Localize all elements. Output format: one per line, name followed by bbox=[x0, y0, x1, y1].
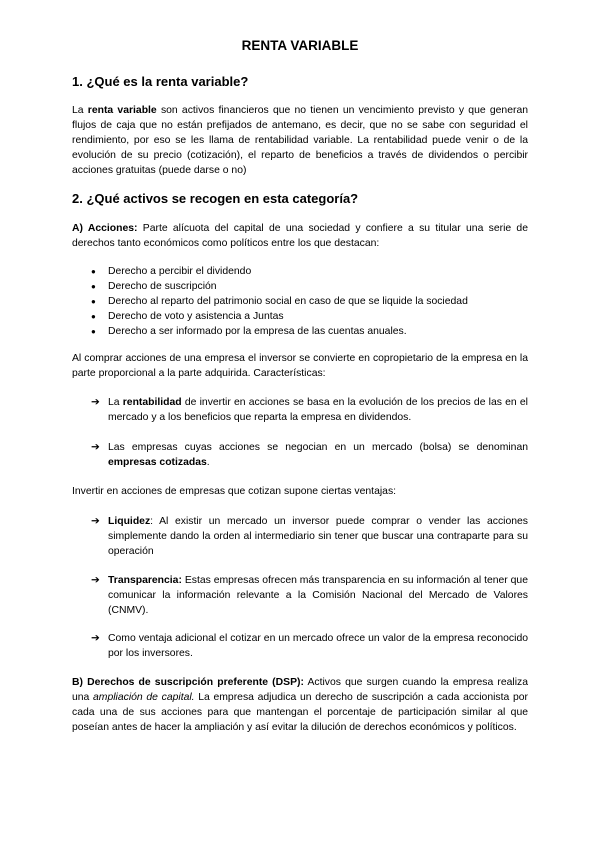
bullet-icon: ● bbox=[91, 282, 96, 291]
list-item: ● Derecho al reparto del patrimonio social en caso de que se liquide la sociedad bbox=[91, 296, 468, 307]
ventaja-liquidez: ➔ Liquidez: Al existir un mercado un inversor puede comprar o vender las acciones simplemente dando la orden al intermediario sin tener que buscar una contraparte para su operación bbox=[91, 516, 528, 557]
arrow-icon: ➔ bbox=[91, 633, 100, 644]
bullet-icon: ● bbox=[91, 297, 96, 306]
arrow-icon: ➔ bbox=[91, 397, 100, 408]
list-item: ● Derecho de suscripción bbox=[91, 281, 217, 292]
section-1-paragraph: La renta variable son activos financieros que no tienen un vencimiento previsto y que generan flujos de caja que no están prefijados de antemano, es decir, que no se sabe con seguridad el rendimiento, por eso se les llama de rentabilidad variable. La rentabilidad puede venir o de la evolución de su precio (cotización), el reparto de beneficios a través de dividendos o percibir acciones gratuitas (puede darse o no) bbox=[72, 105, 528, 176]
ventajas-intro: Invertir en acciones de empresas que cotizan supone ciertas ventajas: bbox=[72, 486, 397, 497]
list-item: ● Derecho a percibir el dividendo bbox=[91, 266, 252, 277]
dsp-paragraph: B) Derechos de suscripción preferente (DSP): Activos que surgen cuando la empresa realiza una ampliación de capital. La empresa adjudica un derecho de suscripción a cada accionista por cada una de sus acciones para que mantengan el porcentaje de participación similar al que poseían antes de hacer la ampliación y así evitar la dilución de derechos económicos y políticos. bbox=[72, 677, 528, 733]
document-title: RENTA VARIABLE bbox=[241, 38, 359, 53]
list-item: ● Derecho de voto y asistencia a Juntas bbox=[91, 311, 284, 322]
term-renta-variable: renta variable bbox=[87, 105, 157, 116]
rights-list bbox=[91, 264, 528, 339]
dsp-label: B) Derechos de suscripción preferente (DSP): bbox=[72, 677, 304, 688]
acciones-paragraph: A) Acciones: Parte alícuota del capital de una sociedad y confiere a su titular una serie de derechos tanto económicos como políticos entre los que destacan: bbox=[72, 223, 528, 249]
section-1-heading: 1. ¿Qué es la renta variable? bbox=[72, 74, 249, 89]
list-item: ● Derecho a ser informado por la empresa de las cuentas anuales. bbox=[91, 326, 407, 337]
arrow-icon: ➔ bbox=[91, 442, 100, 453]
ventaja-valor: ➔ Como ventaja adicional el cotizar en un mercado ofrece un valor de la empresa reconocido por los inversores. bbox=[91, 633, 528, 659]
bullet-icon: ● bbox=[91, 312, 96, 321]
acciones-label: A) Acciones: bbox=[72, 223, 138, 234]
characteristic-cotizadas: ➔ Las empresas cuyas acciones se negocian en un mercado (bolsa) se denominan empresas cotizadas. bbox=[91, 442, 528, 468]
bullet-icon: ● bbox=[91, 267, 96, 276]
arrow-icon: ➔ bbox=[91, 516, 100, 527]
arrow-icon: ➔ bbox=[91, 575, 100, 586]
copropietario-paragraph: Al comprar acciones de una empresa el inversor se convierte en copropietario de la empresa en la parte proporcional a la parte adquirida. Características: bbox=[72, 353, 528, 379]
bullet-icon: ● bbox=[91, 327, 96, 336]
ventaja-transparencia: ➔ Transparencia: Estas empresas ofrecen más transparencia en su información al tener que comunicar la información relevante a la Comisión Nacional del Mercado de Valores (CNMV). bbox=[91, 575, 528, 616]
section-2-heading: 2. ¿Qué activos se recogen en esta categoría? bbox=[72, 191, 359, 206]
characteristic-rentabilidad: ➔ La rentabilidad de invertir en acciones se basa en la evolución de los precios de las en el mercado y a los beneficios que reparta la empresa en dividendos. bbox=[91, 397, 528, 423]
